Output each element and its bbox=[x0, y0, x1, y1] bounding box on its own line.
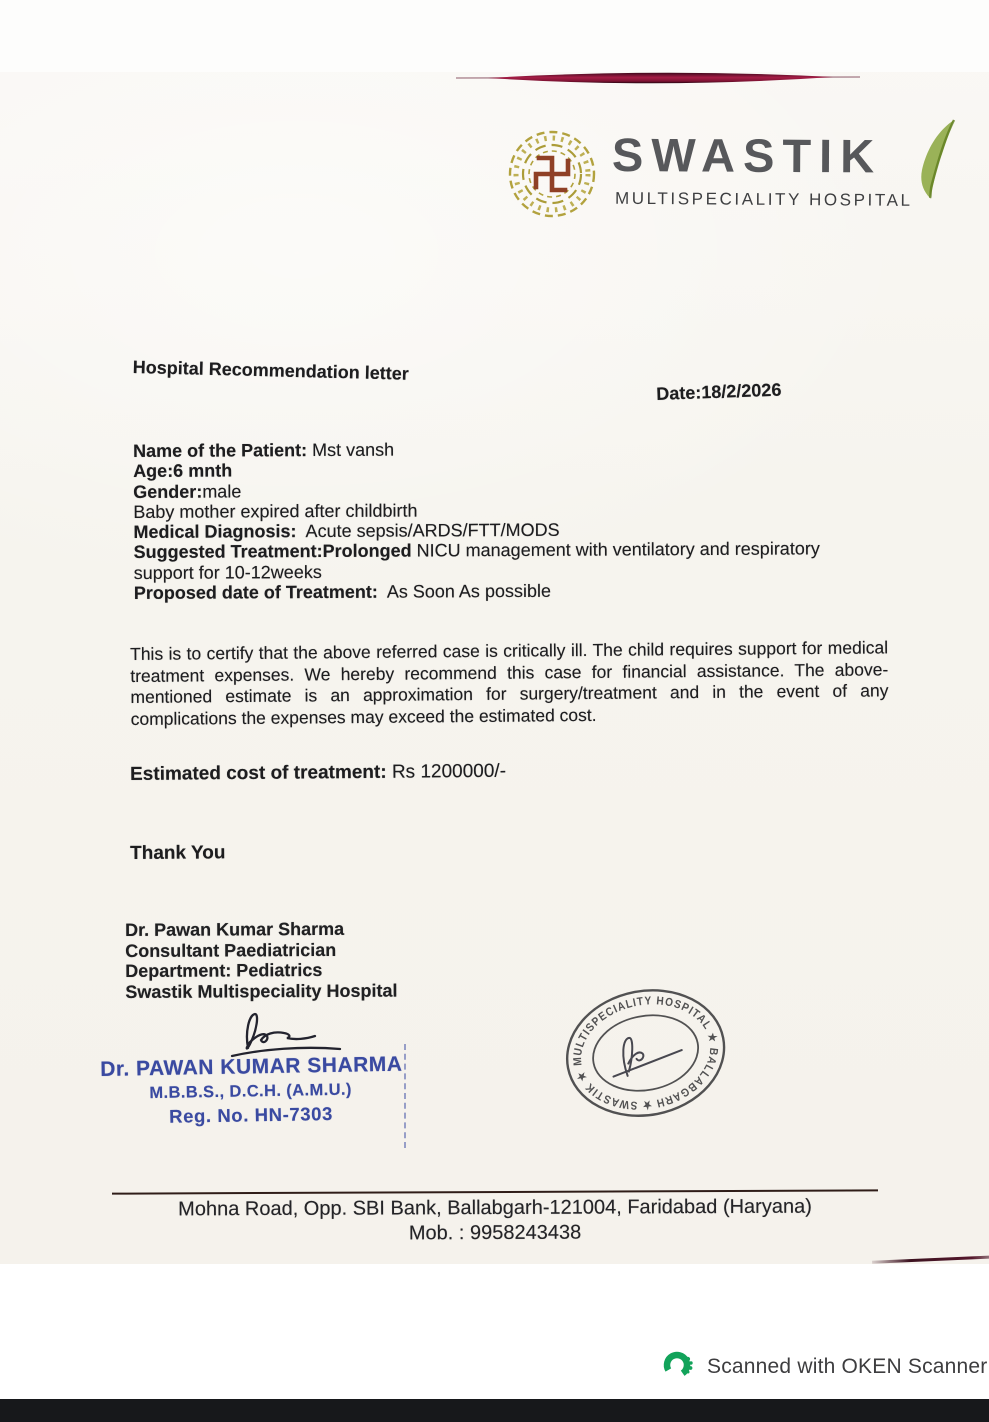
diagnosis-line: Medical Diagnosis: Acute sepsis/ARDS/FTT/MODS bbox=[133, 519, 560, 543]
patient-gender-line: Gender:male bbox=[133, 481, 242, 502]
letter-title: Hospital Recommendation letter bbox=[132, 357, 409, 384]
stamp-doctor-registration: Reg. No. HN-7303 bbox=[168, 1102, 334, 1127]
footer-mobile: Mob. : 9958243438 bbox=[408, 1221, 582, 1245]
patient-details-block bbox=[133, 437, 830, 603]
scanner-watermark bbox=[662, 1350, 987, 1384]
footer-rule bbox=[112, 1189, 878, 1194]
hospital-logo-emblem bbox=[506, 127, 598, 221]
scan-top-margin bbox=[0, 0, 989, 72]
patient-note-line: Baby mother expired after childbirth bbox=[133, 500, 418, 522]
brand-wordmark: SWASTIK bbox=[611, 128, 883, 183]
proposed-date-line: Proposed date of Treatment: As Soon As possible bbox=[133, 580, 551, 604]
handwritten-signature bbox=[218, 1008, 368, 1060]
oken-scanner-icon bbox=[662, 1349, 694, 1386]
certification-paragraph: This is to certify that the above referred case is critically ill. The child requires support for medical treatment expenses. We hereby recommend this case for financial assistance. The above-mentioned estimate is an approximation for surgery/treatment and in the event of any complications the expenses may exceed the estimated cost. bbox=[130, 637, 889, 729]
svg-text:MULTISPECIALITY HOSPITAL ★ BAL bbox=[561, 983, 730, 1125]
stamp-doctor-name: Dr. PAWAN KUMAR SHARMA bbox=[100, 1052, 403, 1081]
estimated-cost-line: Estimated cost of treatment: Rs 1200000/- bbox=[130, 760, 507, 785]
swastika-icon bbox=[536, 158, 568, 190]
scanner-watermark-label: Scanned with OKEN Scanner bbox=[707, 1355, 988, 1378]
scan-corner-shadow bbox=[872, 1255, 989, 1263]
doctor-hospital: Swastik Multispeciality Hospital bbox=[125, 980, 398, 1002]
brand-tagline: MULTISPECIALITY HOSPITAL bbox=[614, 188, 913, 210]
patient-age-line: Age:6 mnth bbox=[133, 460, 233, 482]
footer-address: Mohna Road, Opp. SBI Bank, Ballabgarh-121004, Faridabad (Haryana) bbox=[178, 1195, 812, 1221]
seal-signature bbox=[607, 1028, 685, 1078]
doctor-designation: Consultant Paediatrician bbox=[125, 939, 337, 961]
doctor-name: Dr. Pawan Kumar Sharma bbox=[125, 918, 345, 940]
scan-edge-artifact bbox=[448, 66, 868, 92]
hospital-round-seal bbox=[545, 965, 746, 1146]
bottom-black-bar bbox=[0, 1399, 989, 1422]
doctor-department: Department: Pediatrics bbox=[125, 960, 323, 982]
letter-date: Date:18/2/2026 bbox=[656, 379, 782, 404]
treatment-line: Suggested Treatment:Prolonged NICU management with ventilatory and respiratory support for 10-12weeks bbox=[133, 538, 825, 583]
patient-name-line: Name of the Patient: Mst vansh bbox=[133, 439, 395, 461]
seal-rim-text: MULTISPECIALITY HOSPITAL ★ BALLABGARH ★ SWASTIK ★ bbox=[571, 995, 720, 1111]
stamp-edge-artifact bbox=[404, 1044, 406, 1148]
doctor-details-block bbox=[125, 919, 398, 1003]
doctor-ink-stamp bbox=[100, 1053, 401, 1129]
closing-line: Thank You bbox=[130, 842, 226, 864]
stamp-doctor-degrees: M.B.B.S., D.C.H. (A.M.U.) bbox=[149, 1080, 352, 1103]
